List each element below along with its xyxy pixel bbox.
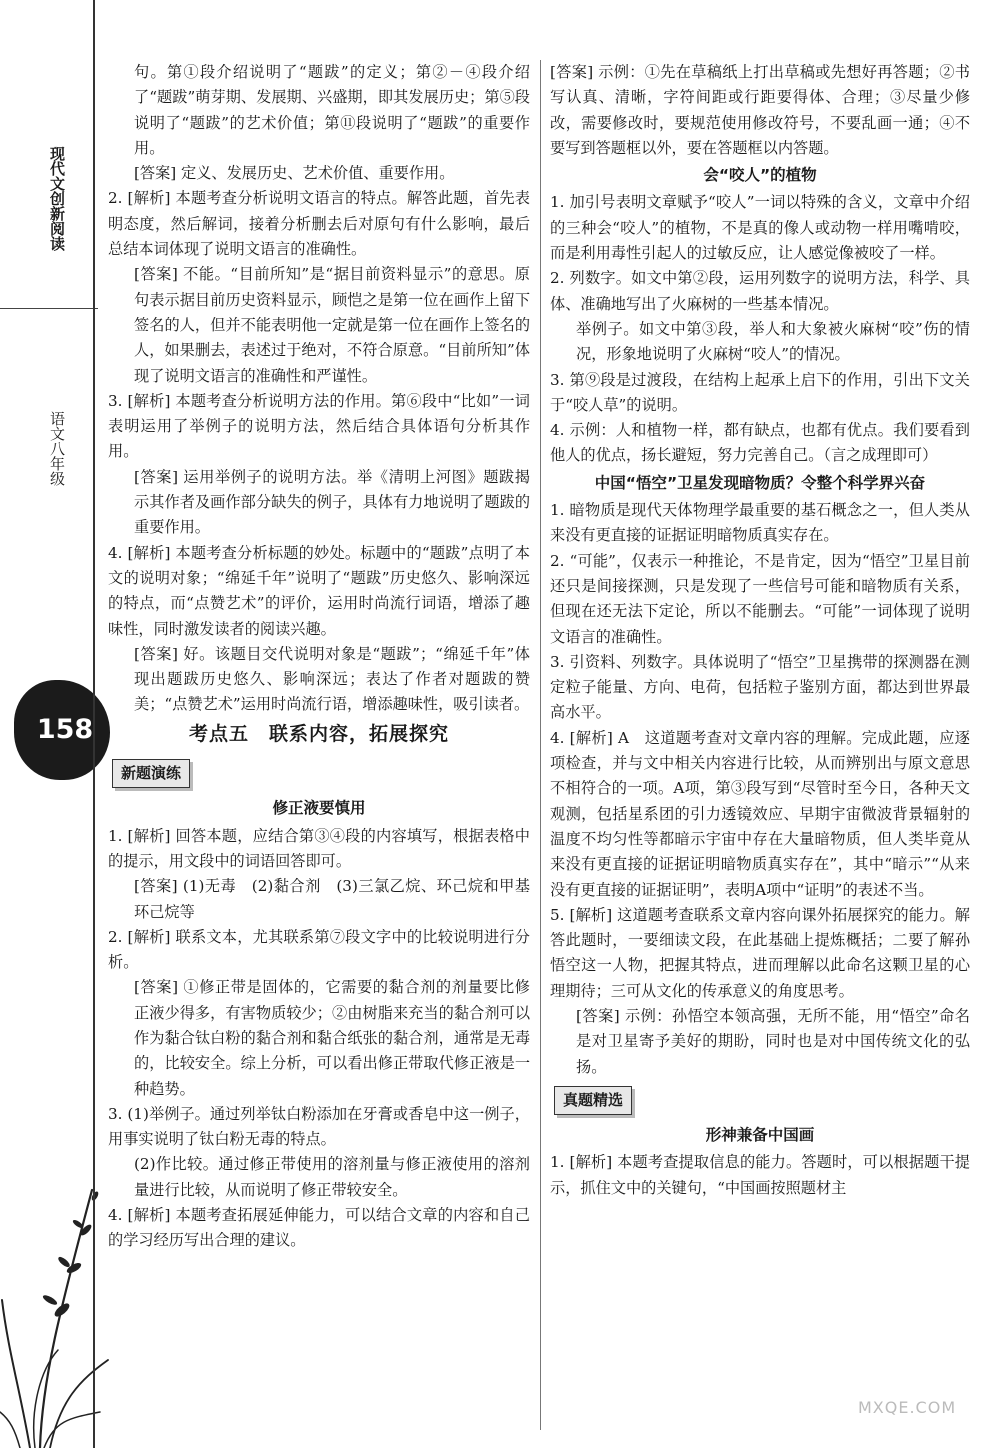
a1-q3-part2: (2)作比较。通过修正带使用的溶剂量与修正液使用的溶剂量进行比较，从而说明了修正带较安全。: [134, 1155, 530, 1199]
a1-q2-analysis: 2. [解析] 联系文本，尤其联系第⑦段文字中的比较说明进行分析。: [108, 927, 530, 972]
sidebar-subject: 语文八年级: [48, 410, 66, 486]
a1-q3-part1: 3. (1)举例子。通过列举钛白粉添加在牙膏或香皂中这一例子，用事实说明了钛白粉无毒的特点。: [108, 1104, 530, 1149]
q2-analysis: 2. [解析] 本题考查分析说明文语言的特点。解答此题，首先表明态度，然后解词，接着分析删去后对原句有什么影响，最后总结本词体现了说明文语言的准确性。: [108, 189, 530, 259]
selected-real-exam-box: 真题精选: [554, 1086, 632, 1115]
sidebar: [0, 0, 100, 1448]
q4-analysis: 4. [解析] 本题考查分析标题的妙处。标题中的“题跋”点明了本文的说明对象；“绵延千年”说明了“题跋”历史悠久、影响深远的特点，而“点赞艺术”的评价，运用时尚流行词语，增添了趣味性，同时激发读者的阅读兴趣。: [108, 543, 530, 638]
answer-text: [答案] 定义、发展历史、艺术价值、重要作用。: [134, 164, 455, 183]
a3-q5-analysis: 5. [解析] 这道题考查联系文章内容向课外拓展探究的能力。解答此题时，一要细读文段，在此基础上提炼概括；二要了解孙悟空这一人物，把握其特点，进而理解以此命名这颗卫星的心理期待；三可从文化的传承意义的角度思考。: [550, 905, 970, 1000]
article-title-wukong-satellite: 中国“悟空”卫星发现暗物质？令整个科学界兴奋: [594, 473, 926, 492]
article-title-chinese-painting: 形神兼备中国画: [705, 1126, 815, 1145]
a3-q4: 4. [解析] A 这道题考查对文章内容的理解。完成此题，应逐项检查，并与文中相关内容进行比较，从而辨别出与原文意思不相符合的一项。A项，第③段写到“尽管时至今日，各种天文观测，包括星系团的引力透镜效应、早期宇宙微波背景辐射的温度不均匀性等都暗示宇宙中存在大量暗物质，但人类毕竟从来没有更直接的证据证明暗物质真实存在”，其中“暗示”“从来没有更直接的证据证明”，表明A项中“证明”的表述不当。: [550, 728, 970, 899]
sidebar-vertical-rule: [93, 0, 95, 1448]
a2-q2-part1: 2. 列数字。如文中第②段，运用列数字的说明方法，科学、具体、准确地写出了火麻树的一些基本情况。: [550, 269, 970, 313]
q2-answer: [答案] 不能。“目前所知”是“据目前资料显示”的意思。原句表示据目前历史资料显示，顾恺之是第一位在画作上留下签名的人，但并不能表明他一定就是第一位在画作上签名的人，如果删去，表述过于绝对，不符合原意。“目前所知”体现了说明文语言的准确性和严谨性。: [134, 265, 530, 385]
a3-q2: 2. “可能”，仅表示一种推论，不是肯定，因为“悟空”卫星目前还只是间接探测，只是发现了一些信号可能和暗物质有关系，但现在还无法下定论，所以不能删去。“可能”一词体现了说明文语言的准确性。: [550, 551, 970, 646]
left-column: [108, 60, 530, 1254]
q4-answer: [答案] 好。该题目交代说明对象是“题跋”；“绵延千年”体现出题跋历史悠久、影响深远；表达了作者对题跋的赞美；“点赞艺术”运用时尚流行语，增添趣味性，吸引读者。: [134, 644, 530, 714]
a3-q1: 1. 暗物质是现代天体物理学最重要的基石概念之一，但人类从来没有更直接的证据证明暗物质真实存在。: [550, 501, 970, 545]
top-answer: [答案] 示例：①先在草稿纸上打出草稿或先想好再答题；②书写认真、清晰，字符间距或行距要得体、合理；③尽量少修改，需要修改时，要规范使用修改符号，不要乱画一通；④不要写到答题框以外，要在答题框以内答题。: [550, 63, 970, 157]
section-title: 考点五 联系内容，拓展探究: [188, 722, 449, 745]
a2-q2-part2: 举例子。如文中第③段，举人和大象被火麻树“咬”伤的情况，形象地说明了火麻树“咬人”的情况。: [576, 319, 970, 364]
q3-answer: [答案] 运用举例子的说明方法。举《清明上河图》题跋揭示其作者及画作部分缺失的例子，具体有力地说明了题跋的重要作用。: [134, 467, 530, 537]
sidebar-book-title: 现代文创新阅读: [48, 145, 66, 251]
article-title-biting-plants: 会“咬人”的植物: [703, 166, 817, 185]
right-column: [550, 60, 970, 1201]
a3-q3: 3. 引资料、列数字。具体说明了“悟空”卫星携带的探测器在测定粒子能量、方向、电荷，包括粒子鉴别方面，都达到世界最高水平。: [550, 652, 970, 722]
a1-q1-analysis: 1. [解析] 回答本题，应结合第③④段的内容填写，根据表格中的提示，用文段中的词语回答即可。: [108, 826, 530, 870]
article-title-correction-fluid: 修正液要慎用: [272, 799, 366, 818]
watermark: MXQE.COM: [858, 1398, 957, 1417]
a3-q5-answer: [答案] 示例：孙悟空本领高强，无所不能，用“悟空”命名是对卫星寄予美好的期盼，同时也是对中国传统文化的弘扬。: [576, 1006, 970, 1076]
continued-text: 句。第①段介绍说明了“题跋”的定义；第②－④段介绍了“题跋”萌芽期、发展期、兴盛期，即其发展历史；第⑤段说明了“题跋”的艺术价值；第⑪段说明了“题跋”的重要作用。: [134, 63, 530, 157]
page-number-badge: 158: [14, 680, 110, 780]
a2-q1: 1. 加引号表明文章赋予“咬人”一词以特殊的含义，文章中介绍的三种会“咬人”的植物，不是真的像人或动物一样用嘴啃咬，而是利用毒性引起人的过敏反应，让人感觉像被咬了一样。: [550, 193, 970, 263]
a1-q2-answer: [答案] ①修正带是固体的，它需要的黏合剂的剂量要比修正液少得多，有害物质较少；②由树脂来充当的黏合剂可以作为黏合钛白粉的黏合剂和黏合纸张的黏合剂，通常是无毒的，比较安全。综上分析，可以看出修正带取代修正液是一种趋势。: [134, 978, 530, 1098]
new-exercises-box: 新题演练: [112, 759, 190, 788]
sidebar-rule: [0, 308, 98, 309]
a1-q4: 4. [解析] 本题考查拓展延伸能力，可以结合文章的内容和自己的学习经历写出合理的建议。: [108, 1206, 530, 1250]
a2-q3: 3. 第⑨段是过渡段，在结构上起承上启下的作用，引出下文关于“咬人草”的说明。: [550, 370, 970, 414]
a1-q1-answer: [答案] (1)无毒 (2)黏合剂 (3)三氯乙烷、环己烷和甲基环己烷等: [134, 877, 530, 921]
column-divider: [540, 60, 541, 1430]
a2-q4: 4. 示例：人和植物一样，都有缺点，也都有优点。我们要看到他人的优点，扬长避短，努力完善自己。（言之成理即可）: [550, 421, 970, 465]
q3-analysis: 3. [解析] 本题考查分析说明方法的作用。第⑥段中“比如”一词表明运用了举例子的说明方法，然后结合具体语句分析其作用。: [108, 391, 530, 461]
a4-q1: 1. [解析] 本题考查提取信息的能力。答题时，可以根据题干提示，抓住文中的关键句，“中国画按照题材主: [550, 1153, 970, 1197]
